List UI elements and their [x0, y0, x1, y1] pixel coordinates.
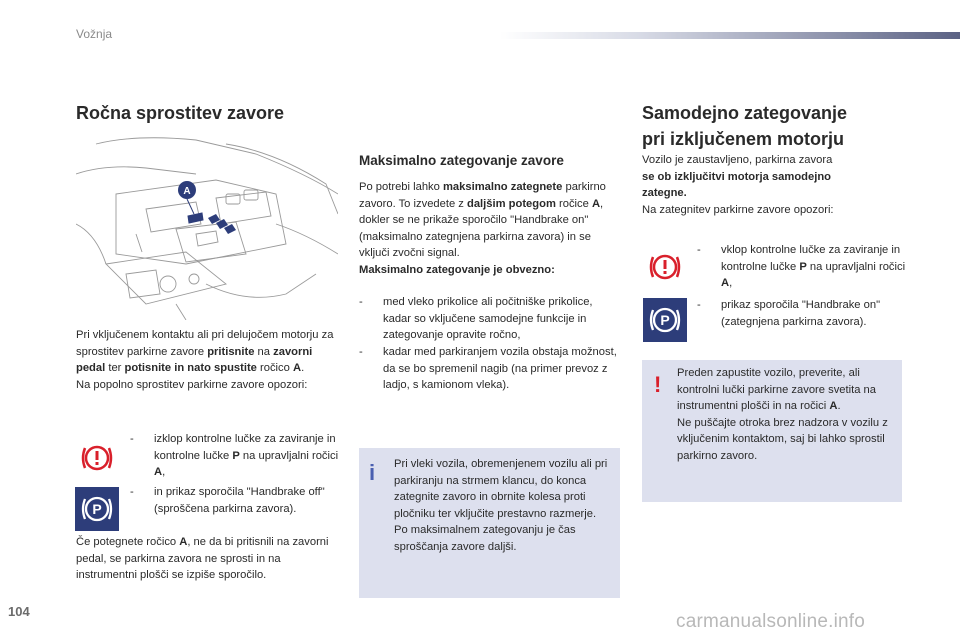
pull-without-pedal-paragraph: Če potegnete ročico A, ne da bi pritisnili na zavorni pedal, se parkirna zavora ne sprosti in na instrumentni plošči se izpiše sporočilo.: [76, 536, 329, 582]
auto-tightening-paragraph: Vozilo je zaustavljeno, parkirna zavora se ob izključitvi motorja samodejno zategne. Na zategnitev parkirne zavore opozori:: [642, 154, 834, 216]
warning-text: Preden zapustite vozilo, preverite, ali kontrolni lučki parkirne zavore svetita na instrumentni plošči in na ročici A. Ne puščajte otroka brez nadzora v vozilu z vključenim kontaktom, saj bi lahko sprostil parkirno zavoro.: [677, 367, 888, 462]
parking-p-light-icon-right: [643, 298, 687, 342]
max-tightening-title: Maksimalno zategovanje zavore: [359, 153, 564, 168]
info-text: Pri vleki vozila, obremenjenem vozilu ali pri parkiranju na strmem klancu, do konca zategnite zavoro in obrnite kolesa proti pločniku ter vključite prestavno razmerje. Po maksimalnem zategovanju je čas sproščanja zavore daljši.: [394, 458, 608, 553]
brake-warning-light-icon-right: [645, 247, 685, 287]
info-box: [359, 448, 620, 598]
auto-tightening-title: Samodejno zategovanje pri izključenem motorju: [642, 103, 848, 149]
watermark: carmanualsonline.info: [676, 611, 866, 632]
mandatory-bullet-1: - med vleko prikolice ali počitniške prikolice, kadar so vključene samodejne funkcije in zategovanje opravite ročno,: [359, 296, 593, 342]
svg-text:P: P: [92, 501, 102, 517]
auto-bullet-2: - prikaz sporočila "Handbrake on" (zategnjena parkirna zavora).: [697, 299, 881, 328]
auto-bullet-1: - vklop kontrolne lučke za zaviranje in kontrolne lučke P na upravljalni ročici A,: [697, 244, 906, 290]
max-tightening-paragraph: Po potrebi lahko maksimalno zategnete parkirno zavoro. To izvedete z daljšim potegom ročice A, dokler se ne prikaže sporočilo "Handbrake on" (maksimalno zategnjena parkirna zavora) in se vključi zvočni signal. Maksimalno zategovanje je obvezno:: [359, 181, 606, 276]
dashboard-lever-illustration: [76, 134, 338, 320]
warning-icon: !: [654, 372, 662, 397]
dashboard-drawing: [76, 134, 338, 320]
release-bullet-2: - in prikaz sporočila "Handbrake off" (sproščena parkirna zavora).: [130, 486, 325, 515]
info-icon: i: [369, 460, 376, 485]
parking-p-light-icon: [75, 487, 119, 531]
header-gradient-bar: [500, 32, 960, 39]
mandatory-heading: Maksimalno zategovanje je obvezno:: [359, 263, 555, 276]
warning-box: [642, 360, 902, 502]
brake-warning-light-icon: [77, 438, 117, 478]
page-number: 104: [8, 604, 30, 619]
running-header: Vožnja: [76, 27, 113, 41]
svg-text:P: P: [660, 312, 670, 328]
manual-release-paragraph: Pri vključenem kontaktu ali pri delujočem motorju za sprostitev parkirne zavore pritisnite na zavorni pedal ter potisnite in nato spustite ročico A. Na popolno sprostitev parkirne zavore opozori:: [76, 329, 334, 391]
callout-label-a: A: [183, 186, 191, 197]
release-bullet-1: - izklop kontrolne lučke za zaviranje in kontrolne lučke P na upravljalni ročici A,: [130, 433, 339, 479]
mandatory-bullet-2: - kadar med parkiranjem vozila obstaja možnost, da se bo spremenil nagib (na primer prevoz z ladjo, s kamionom vleka).: [359, 346, 617, 392]
manual-release-title: Ročna sprostitev zavore: [76, 103, 285, 123]
